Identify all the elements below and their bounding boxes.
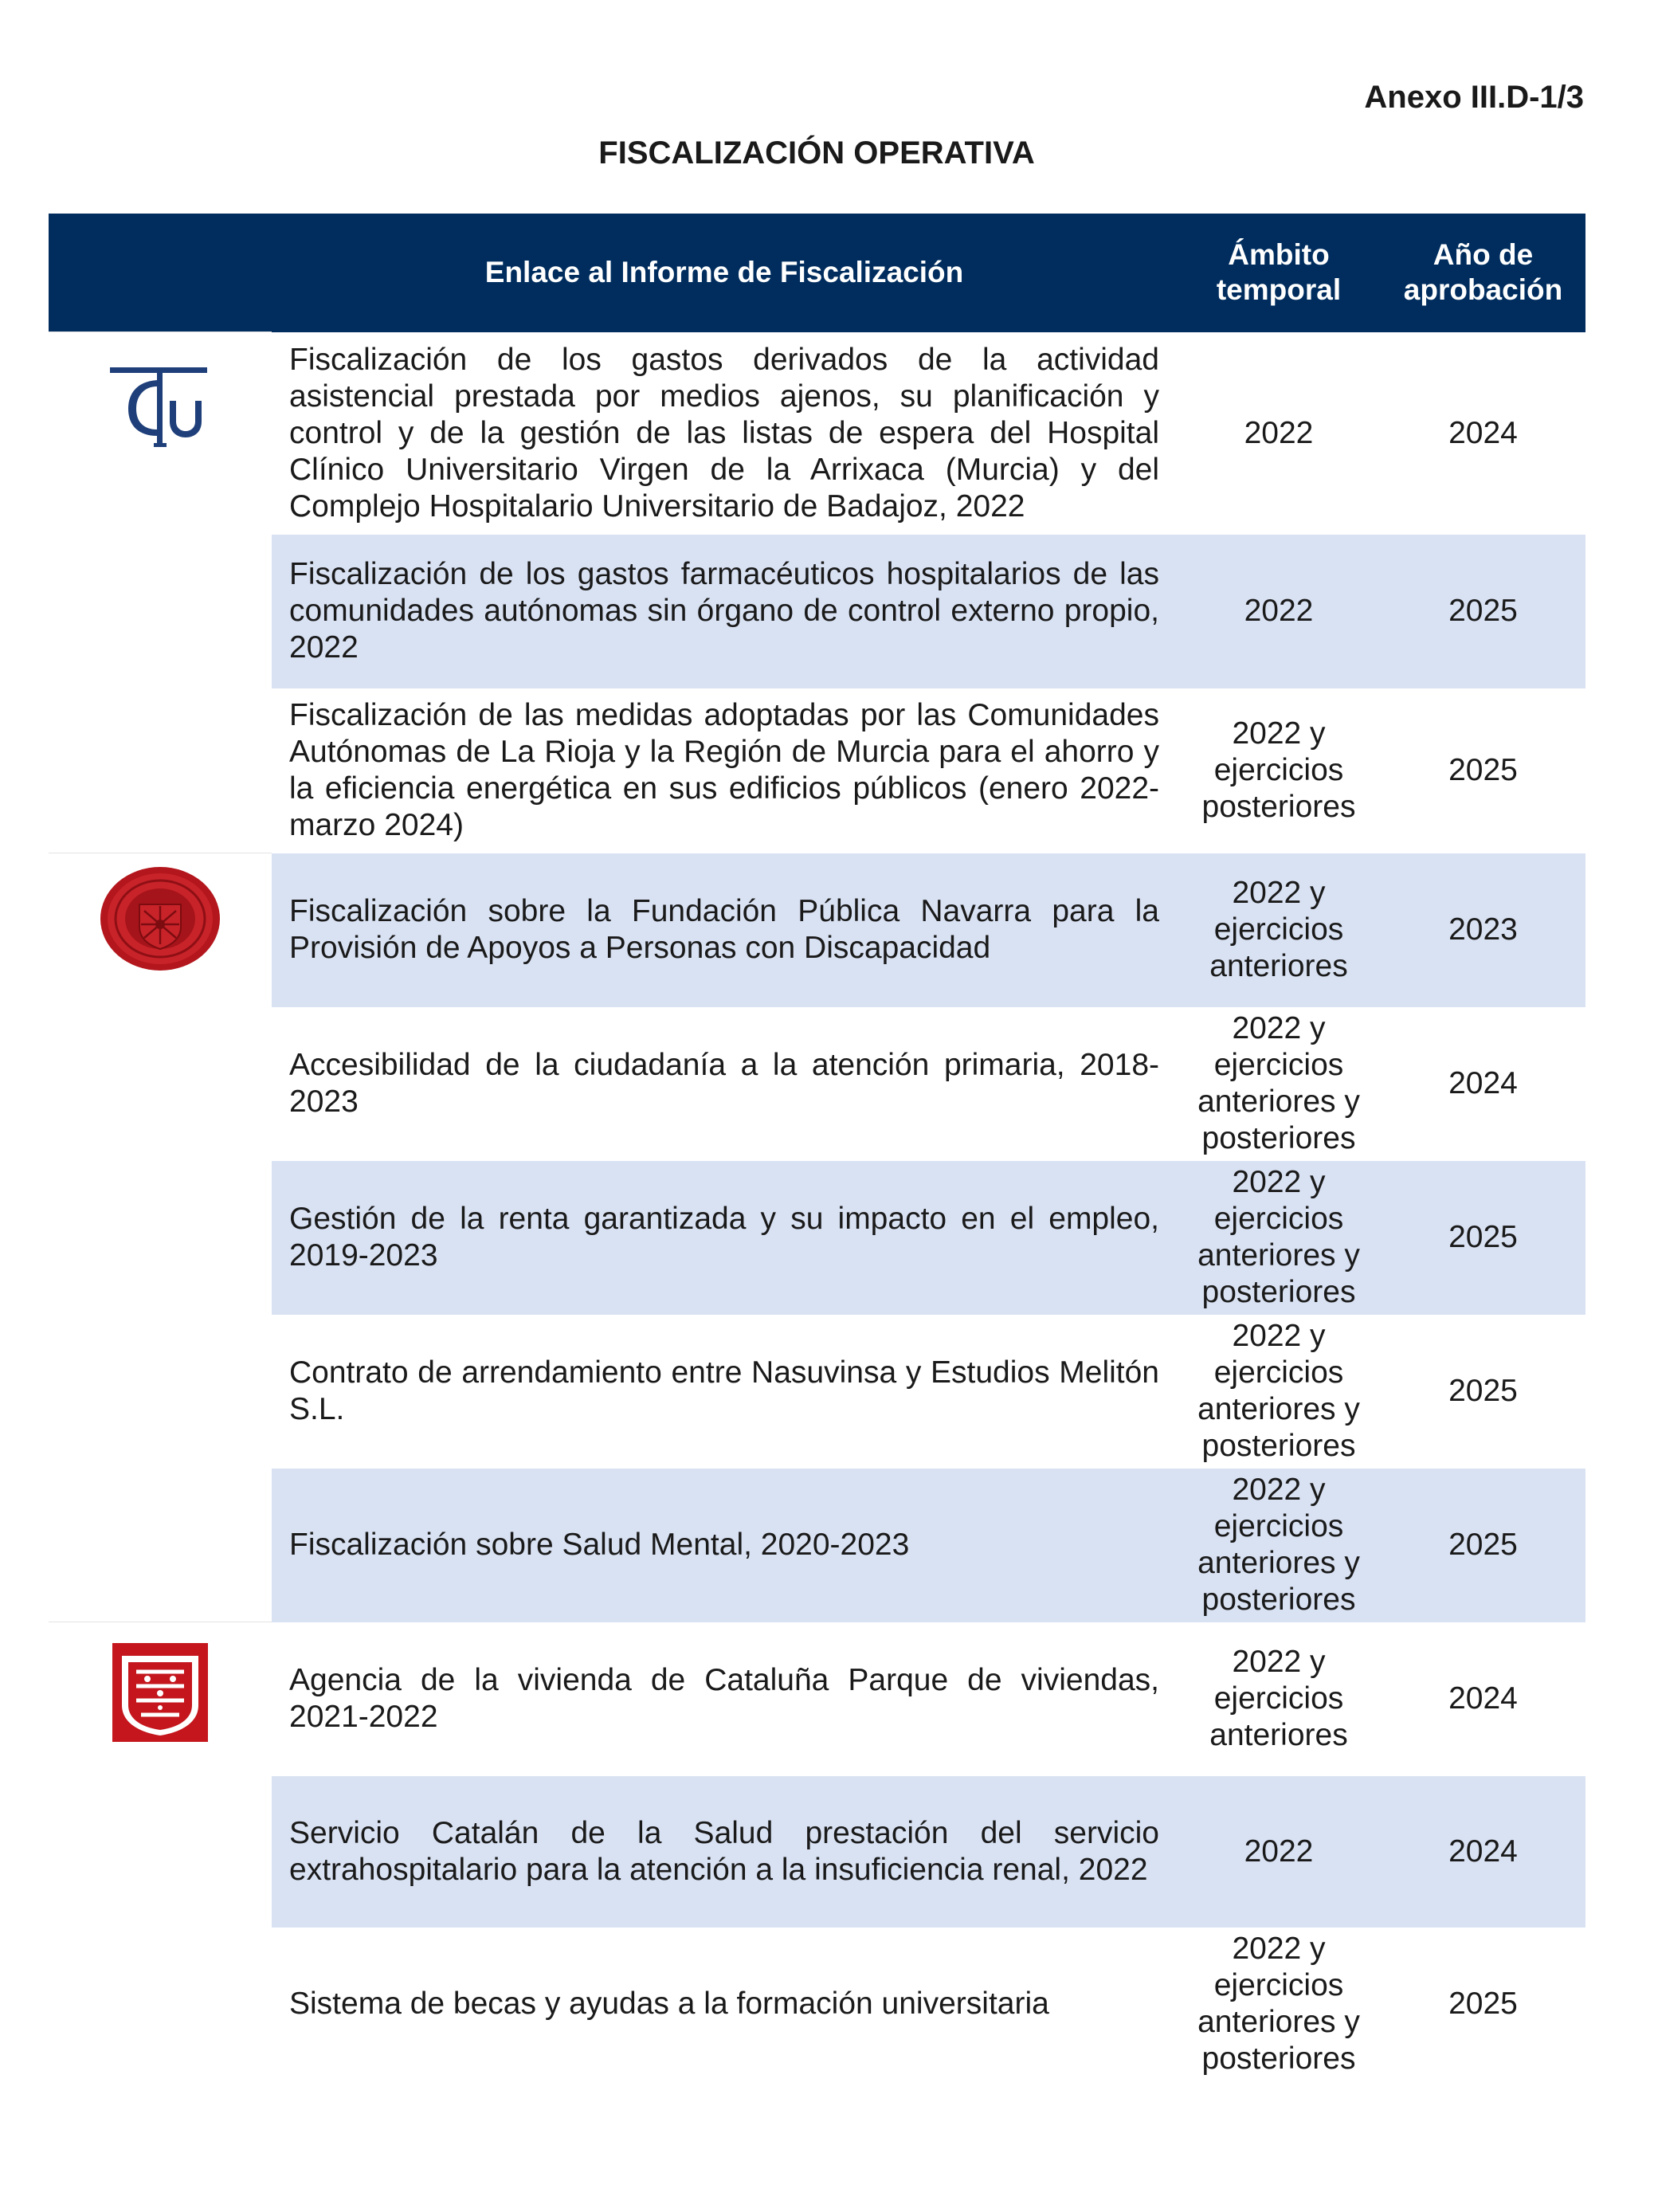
time-scope-cell: 2022 y ejercicios anteriores bbox=[1209, 1645, 1348, 1752]
table-header-row bbox=[49, 214, 1585, 332]
report-link[interactable]: Fiscalización sobre Salud Mental, 2020-2023 bbox=[272, 1469, 1177, 1622]
report-link[interactable]: Gestión de la renta garantizada y su impacto en el empleo, 2019-2023 bbox=[272, 1161, 1177, 1315]
table-row bbox=[49, 1161, 1585, 1315]
time-scope-cell: 2022 y ejercicios anteriores y posteriores bbox=[1197, 1932, 1360, 2076]
report-link[interactable]: Accesibilidad de la ciudadanía a la atención primaria, 2018-2023 bbox=[289, 1048, 1159, 1119]
report-link[interactable]: Contrato de arrendamiento entre Nasuvinsa y Estudios Melitón S.L. bbox=[289, 1355, 1159, 1426]
approval-year-cell: 2023 bbox=[1381, 853, 1585, 1007]
report-link[interactable]: Fiscalización de los gastos derivados de la actividad asistencial prestada por medios ajenos, su planificación y control y de la gestión de las listas de espera del Hospital Clínico Universitario Virgen de la Arrixaca (Murcia) y del Complejo Hospitalario Universitario de Badajoz, 2022 bbox=[289, 342, 1159, 524]
report-link[interactable]: Sistema de becas y ayudas a la formación universitaria bbox=[289, 1986, 1049, 2021]
report-link[interactable]: Fiscalización de las medidas adoptadas por las Comunidades Autónomas de La Rioja y la Región de Murcia para el ahorro y la eficiencia energética en sus edificios públicos (enero 2022-marzo 2024) bbox=[289, 698, 1159, 842]
time-scope-cell: 2022 y ejercicios anteriores bbox=[1177, 853, 1381, 1007]
time-scope-cell: 2022 y ejercicios anteriores y posteriores bbox=[1197, 1319, 1360, 1463]
table-row bbox=[49, 1315, 1585, 1469]
institution-logo-cell bbox=[49, 853, 272, 1622]
approval-year-cell: 2025 bbox=[1381, 535, 1585, 688]
institution-logo-cell bbox=[49, 332, 272, 853]
table-row bbox=[49, 1622, 1585, 1776]
time-scope-cell: 2022 bbox=[1177, 535, 1381, 688]
table-row bbox=[49, 853, 1585, 1007]
navarra-seal-icon bbox=[98, 865, 222, 973]
table-row bbox=[49, 1928, 1585, 2081]
table-row bbox=[49, 1776, 1585, 1928]
page-title: FISCALIZACIÓN OPERATIVA bbox=[598, 135, 1035, 171]
sindicatura-catalunya-logo-icon bbox=[111, 1641, 210, 1743]
time-scope-cell: 2022 y ejercicios posteriores bbox=[1201, 716, 1356, 824]
column-header-approval-year: Año de aprobación bbox=[1381, 214, 1585, 332]
column-header-time-scope: Ámbito temporal bbox=[1177, 214, 1381, 332]
table-row bbox=[49, 535, 1585, 688]
approval-year-cell: 2024 bbox=[1448, 415, 1518, 450]
approval-year-cell: 2025 bbox=[1381, 1469, 1585, 1622]
table-row bbox=[49, 1469, 1585, 1622]
column-header-report-link: Enlace al Informe de Fiscalización bbox=[272, 214, 1177, 332]
tcu-logo-icon bbox=[108, 363, 213, 457]
approval-year-cell: 2024 bbox=[1381, 1776, 1585, 1928]
time-scope-cell: 2022 bbox=[1177, 1776, 1381, 1928]
report-link[interactable]: Agencia de la vivienda de Cataluña Parque de viviendas, 2021-2022 bbox=[289, 1663, 1159, 1734]
report-link[interactable]: Fiscalización sobre la Fundación Pública Navarra para la Provisión de Apoyos a Personas con Discapacidad bbox=[272, 853, 1177, 1007]
approval-year-cell: 2024 bbox=[1448, 1681, 1518, 1716]
annex-reference: Anexo III.D-1/3 bbox=[1364, 80, 1584, 115]
approval-year-cell: 2025 bbox=[1448, 1374, 1518, 1408]
time-scope-cell: 2022 y ejercicios anteriores y posteriores bbox=[1177, 1469, 1381, 1622]
approval-year-cell: 2024 bbox=[1448, 1066, 1518, 1100]
column-header-logo bbox=[49, 214, 272, 332]
audit-reports-table bbox=[49, 214, 1585, 2081]
institution-logo-cell bbox=[49, 1622, 272, 2081]
time-scope-cell: 2022 bbox=[1244, 415, 1314, 450]
approval-year-cell: 2025 bbox=[1448, 753, 1518, 787]
report-link[interactable]: Fiscalización de los gastos farmacéuticos hospitalarios de las comunidades autónomas sin órgano de control externo propio, 2022 bbox=[272, 535, 1177, 688]
table-row bbox=[49, 332, 1585, 535]
time-scope-cell: 2022 y ejercicios anteriores y posteriores bbox=[1197, 1011, 1360, 1155]
time-scope-cell: 2022 y ejercicios anteriores y posteriores bbox=[1177, 1161, 1381, 1315]
approval-year-cell: 2025 bbox=[1381, 1161, 1585, 1315]
report-link[interactable]: Servicio Catalán de la Salud prestación del servicio extrahospitalario para la atención a la insuficiencia renal, 2022 bbox=[272, 1776, 1177, 1928]
table-row bbox=[49, 1007, 1585, 1161]
approval-year-cell: 2025 bbox=[1448, 1986, 1518, 2021]
table-row bbox=[49, 688, 1585, 853]
